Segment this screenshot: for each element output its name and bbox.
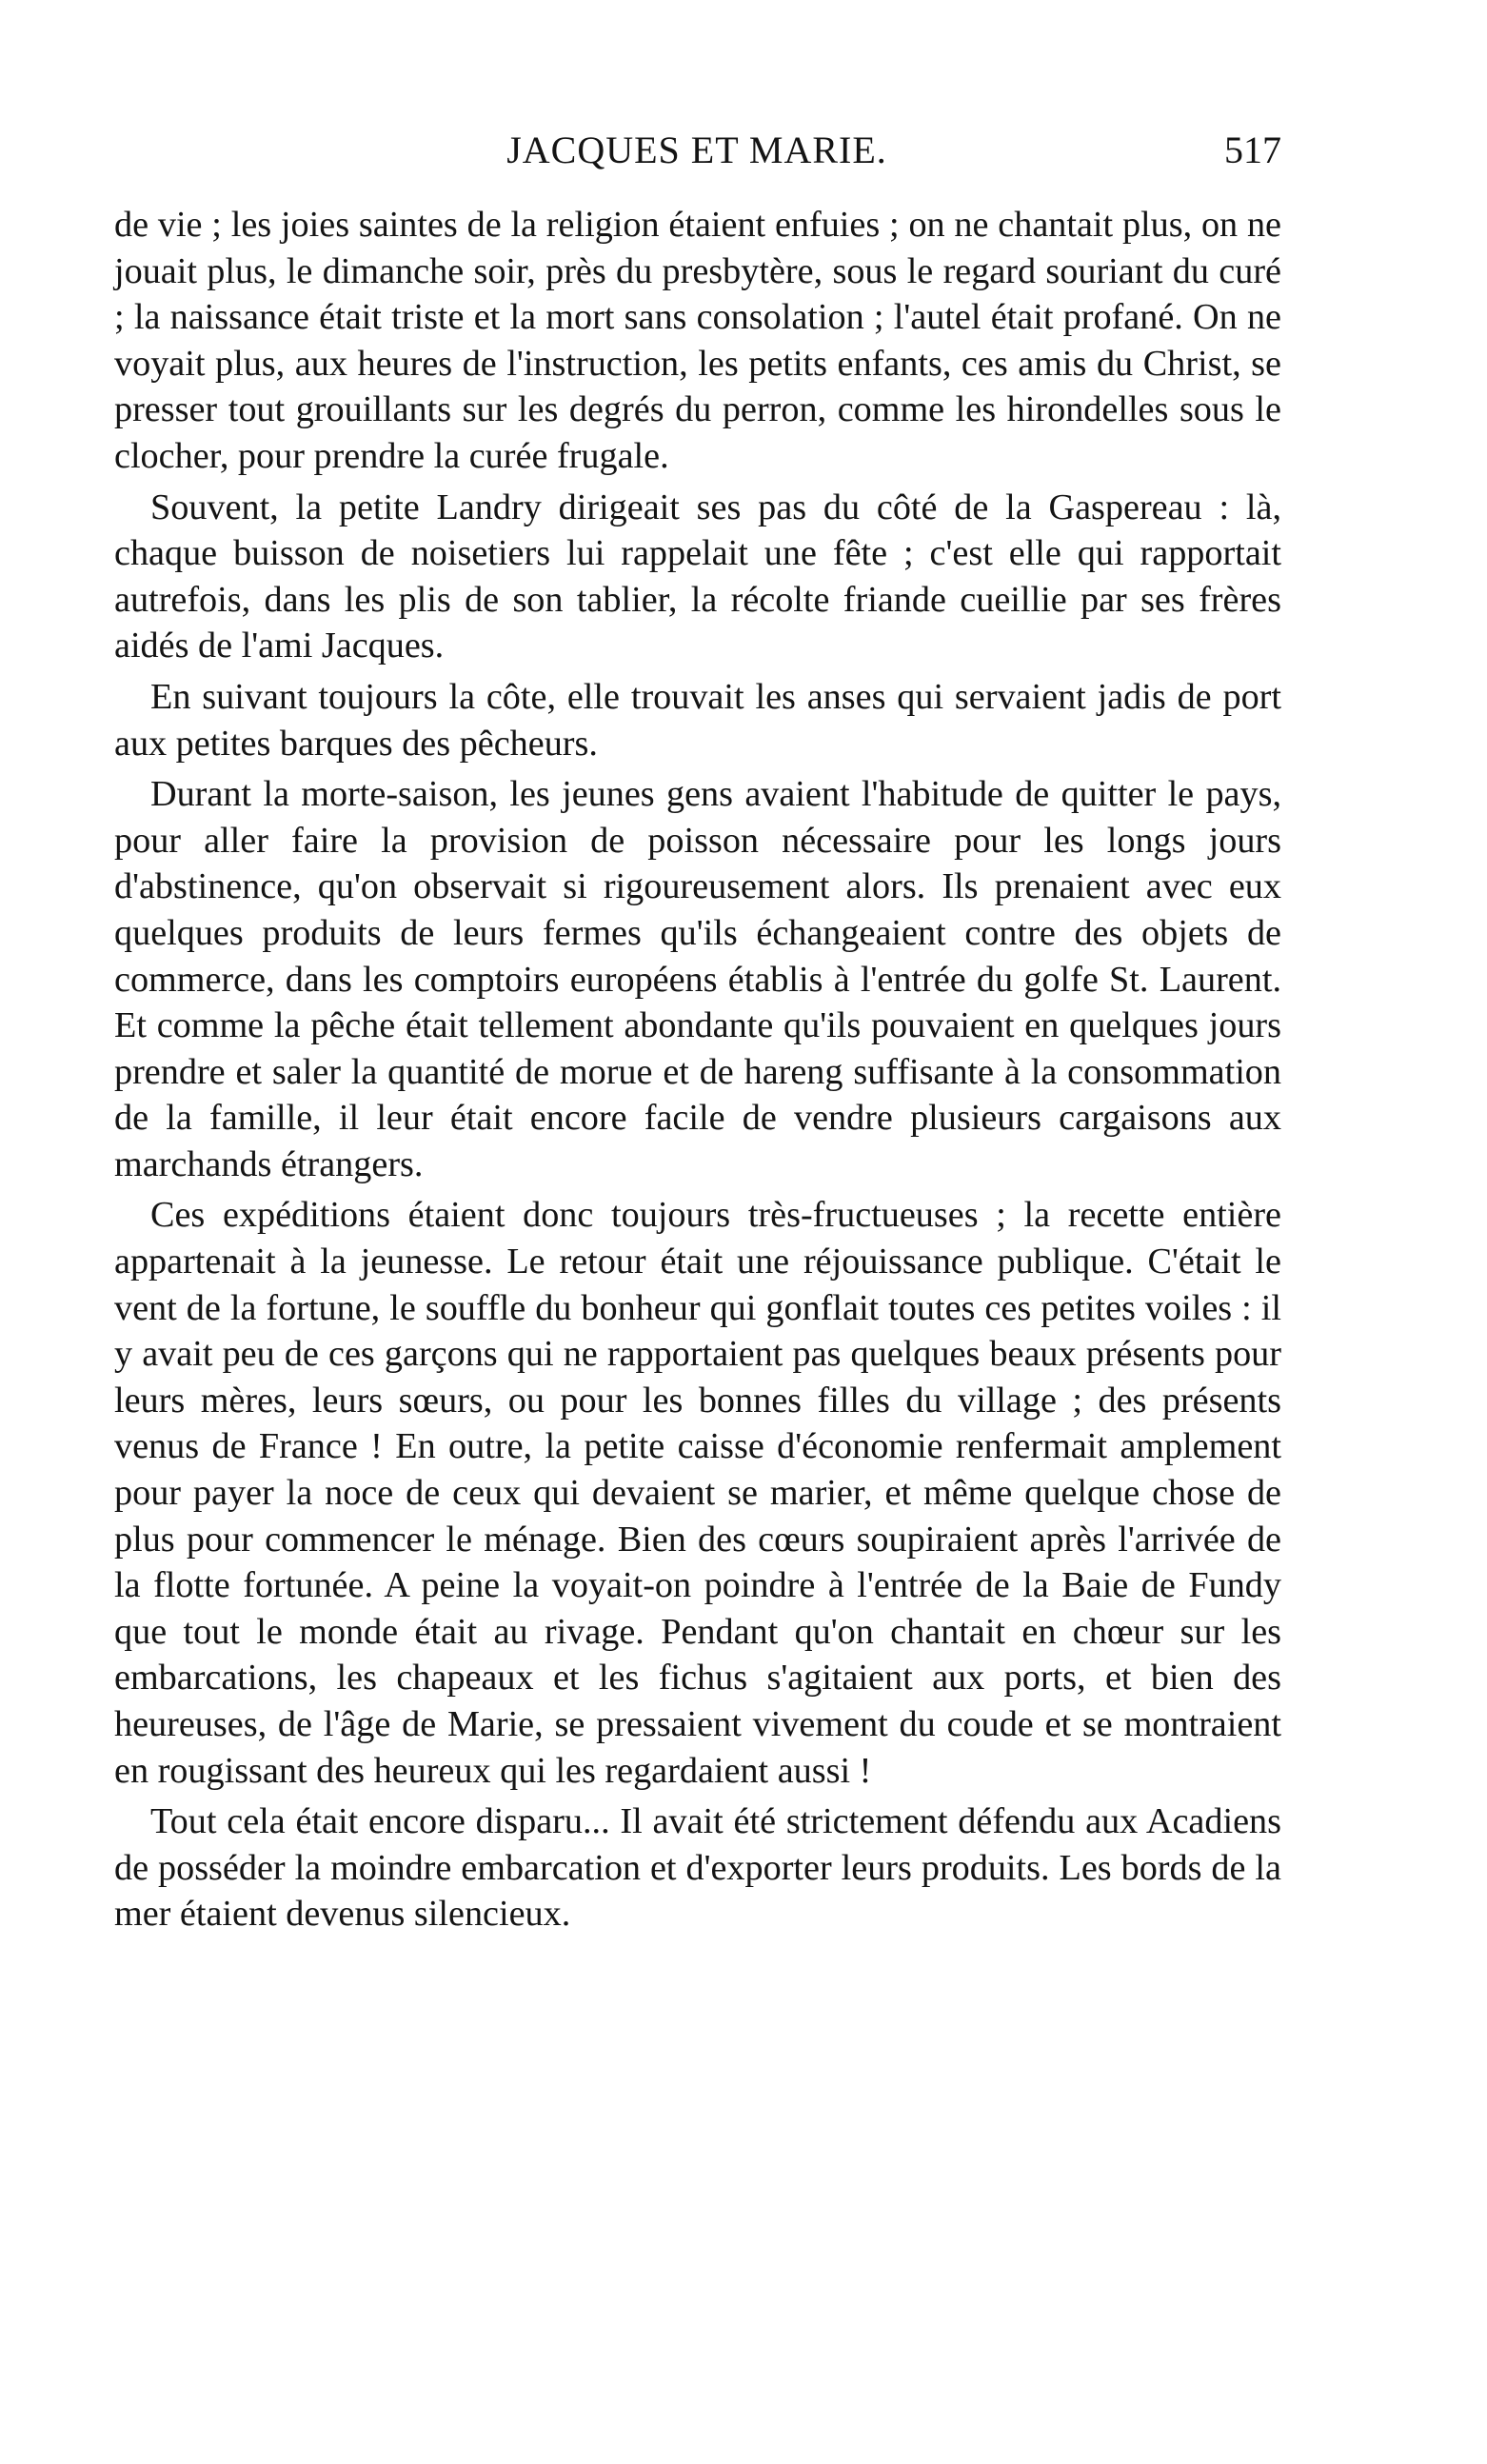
paragraph-2: Souvent, la petite Landry dirigeait ses pas du côté de la Gaspereau : là, chaque buisson de noisetiers lui rappelait une fête ; c'est elle qui rapportait autrefois, dans les plis de son tablier, la récolte friande cueillie par ses frères aidés de l'ami Jacques. bbox=[114, 487, 1281, 666]
paragraph-5: Ces expéditions étaient donc toujours très-fructueuses ; la recette entière appartenait à la jeunesse. Le retour était une réjouissance publique. C'était le vent de la fortune, le souffle du bonheur qui gonflait toutes ces petites voiles : il y avait peu de ces garçons qui ne rapportaient pas quelques beaux présents pour leurs mères, leurs sœurs, ou pour les bonnes filles du village ; des présents venus de France ! En outre, la petite caisse d'économie renfermait amplement pour payer la noce de ceux qui devaient se marier, et même quelque chose de plus pour commencer le ménage. Bien des cœurs soupiraient après l'arrivée de la flotte fortunée. A peine la voyait-on poindre à l'entrée de la Baie de Fundy que tout le monde était au rivage. Pendant qu'on chantait en chœur sur les embarcations, les chapeaux et les fichus s'agitaient aux ports, et bien des heureuses, de l'âge de Marie, se pressaient vivement du coude et se montraient en rougissant des heureux qui les regardaient aussi ! bbox=[114, 1195, 1281, 1791]
paragraph-3: En suivant toujours la côte, elle trouvait les anses qui servaient jadis de port aux petites barques des pêcheurs. bbox=[114, 676, 1281, 764]
running-title: JACQUES ET MARIE. bbox=[506, 129, 887, 171]
paragraph-1: de vie ; les joies saintes de la religion étaient enfuies ; on ne chantait plus, on ne jouait plus, le dimanche soir, près du presbytère, sous le regard souriant du curé ; la naissance était triste et la mort sans consolation ; l'autel était profané. On ne voyait plus, aux heures de l'instruction, les petits enfants, ces amis du Christ, se presser tout grouillants sur les degrés du perron, comme les hirondelles sous le clocher, pour prendre la curée frugale. bbox=[114, 205, 1281, 476]
paragraph-6: Tout cela était encore disparu... Il avait été strictement défendu aux Acadiens de posséder la moindre embarcation et d'exporter leurs produits. Les bords de la mer étaient devenus silencieux. bbox=[114, 1801, 1281, 1935]
paragraph-4: Durant la morte-saison, les jeunes gens avaient l'habitude de quitter le pays, pour aller faire la provision de poisson nécessaire pour les longs jours d'abstinence, qu'on observait si rigoureusement alors. Ils prenaient avec eux quelques produits de leurs fermes qu'ils échangeaient contre des objets de commerce, dans les comptoirs européens établis à l'entrée du golfe St. Laurent. Et comme la pêche était tellement abondante qu'ils pouvaient en quelques jours prendre et saler la quantité de morue et de hareng suffisante à la consommation de la famille, il leur était encore facile de vendre plusieurs cargaisons aux marchands étrangers. bbox=[114, 774, 1281, 1184]
running-head bbox=[112, 122, 1281, 175]
page-number: 517 bbox=[1224, 129, 1281, 171]
body-text bbox=[114, 202, 1281, 1942]
